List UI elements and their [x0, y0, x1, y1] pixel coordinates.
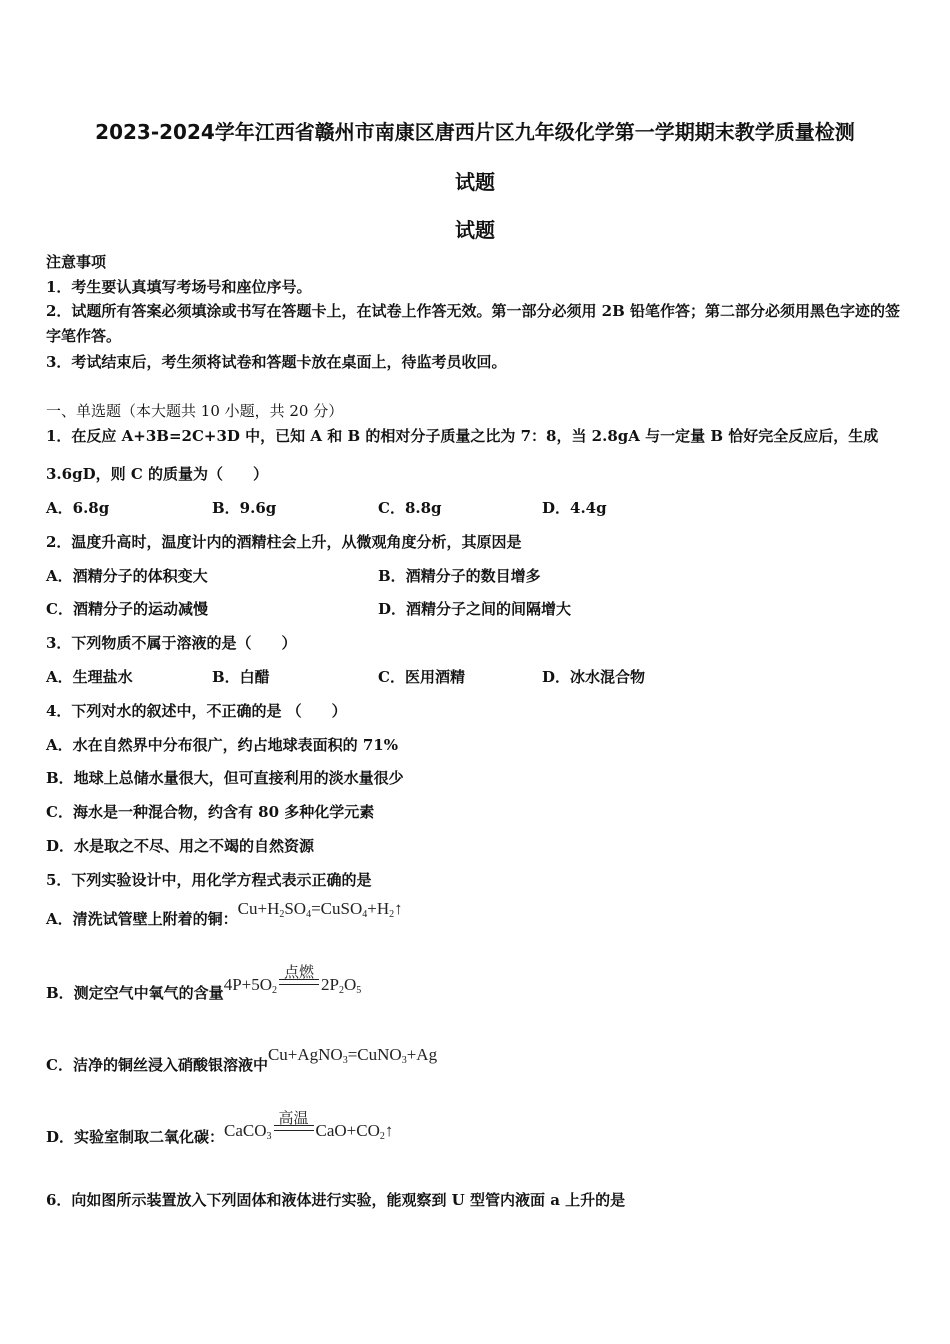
- question-5-option-a: [46, 899, 403, 940]
- option-d-label: D．实验室制取二氧化碳：: [46, 1128, 225, 1146]
- option-b-equation: $4P+5O_2$ 点燃 $2P_2O_5$: [223, 963, 362, 996]
- question-1-stem-b: 3.6gD，则 C 的质量为（ ）: [46, 465, 268, 483]
- question-2-stem: 2．温度升高时，温度计内的酒精柱会上升，从微观角度分析，其原因是: [46, 533, 522, 551]
- question-5-option-c: [46, 1045, 438, 1086]
- question-4-option-c: C．海水是一种混合物，约含有 80 多种化学元素: [46, 803, 375, 821]
- question-3-option-b: B．白醋: [212, 668, 270, 686]
- option-c-equation: Cu+AgNO$_3$=CuNO$_3$+Ag: [267, 1045, 438, 1066]
- notice-item-3: 3．考试结束后，考生须将试卷和答题卡放在桌面上，待监考员收回。: [46, 353, 507, 371]
- section-heading: 一、单选题（本大题共 10 小题，共 20 分）: [46, 402, 344, 420]
- question-4-option-d: D．水是取之不尽、用之不竭的自然资源: [46, 837, 315, 855]
- question-6-stem: 6．向如图所示装置放入下列固体和液体进行实验，能观察到 U 型管内液面 a 上升的是: [46, 1191, 626, 1209]
- question-5-stem: 5．下列实验设计中，用化学方程式表示正确的是: [46, 871, 372, 889]
- exam-title-line2: 试题: [455, 170, 495, 194]
- reaction-condition: 点燃: [279, 979, 319, 990]
- exam-title-line1: 2023-2024学年江西省赣州市南康区唐西片区九年级化学第一学期期末教学质量检测: [95, 120, 855, 144]
- option-d-equation: CaCO$_3$ 高温 $CaO+CO_2↑$: [224, 1109, 394, 1142]
- option-b-label: B．测定空气中氧气的含量: [46, 984, 224, 1002]
- question-2-option-a: A．酒精分子的体积变大: [46, 567, 208, 585]
- question-1-option-c: C．8.8g: [378, 499, 442, 517]
- question-1-stem-a: 1．在反应 A+3B=2C+3D 中，已知 A 和 B 的相对分子质量之比为 7：8，当 2.8gA 与一定量 B 恰好完全反应后，生成: [46, 427, 879, 445]
- option-a-label: A．清洗试管壁上附着的铜：: [46, 910, 238, 928]
- notice-item-2: 2．试题所有答案必须填涂或书写在答题卡上，在试卷上作答无效。第一部分必须用 2B 铅笔作答；第二部分必须用黑色字迹的签字笔作答。: [46, 302, 901, 345]
- question-1-option-a: A．6.8g: [46, 499, 110, 517]
- question-3-option-a: A．生理盐水: [46, 668, 133, 686]
- question-2-option-c: C．酒精分子的运动减慢: [46, 600, 208, 618]
- reaction-condition: 高温: [274, 1125, 314, 1136]
- notice-item-1: 1．考生要认真填写考场号和座位序号。: [46, 278, 312, 296]
- question-5-option-d: [46, 1109, 394, 1158]
- question-3-stem: 3．下列物质不属于溶液的是（ ）: [46, 634, 297, 652]
- exam-title-line3: 试题: [455, 218, 495, 242]
- question-4-option-b: B．地球上总储水量很大，但可直接利用的淡水量很少: [46, 769, 404, 787]
- question-5-option-b: [46, 963, 362, 1014]
- question-4-stem: 4．下列对水的叙述中，不正确的是 （ ）: [46, 702, 347, 720]
- question-1-option-b: B．9.6g: [212, 499, 277, 517]
- option-a-equation: $Cu+H_2SO_4=CuSO_4+H_2↑$: [237, 899, 403, 920]
- question-1-option-d: D．4.4g: [542, 499, 607, 517]
- question-2-option-b: B．酒精分子的数目增多: [378, 567, 541, 585]
- question-3-option-d: D．冰水混合物: [542, 668, 646, 686]
- notice-heading: 注意事项: [46, 253, 107, 271]
- question-4-option-a: A．水在自然界中分布很广，约占地球表面积的 71%: [46, 736, 398, 754]
- question-2-option-d: D．酒精分子之间的间隔增大: [378, 600, 572, 618]
- question-3-option-c: C．医用酒精: [378, 668, 465, 686]
- option-c-label: C．洁净的铜丝浸入硝酸银溶液中: [46, 1056, 268, 1074]
